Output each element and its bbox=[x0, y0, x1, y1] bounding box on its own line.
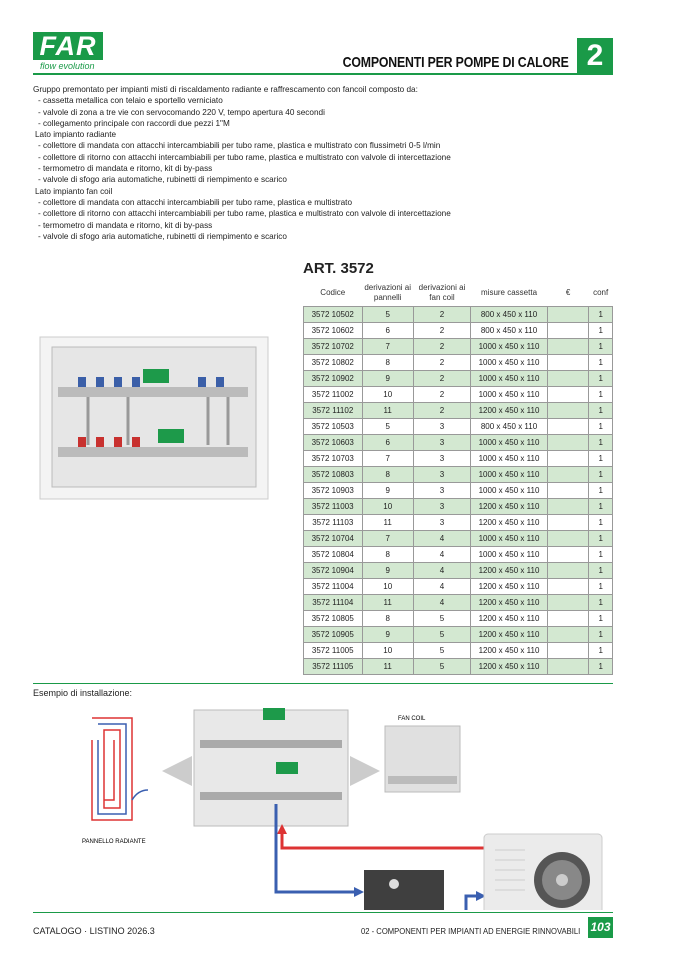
table-cell: 3572 10703 bbox=[304, 451, 363, 467]
table-cell: 1 bbox=[589, 419, 613, 435]
table-cell: 1 bbox=[589, 371, 613, 387]
chapter-number: 2 bbox=[577, 38, 613, 73]
table-cell: 3 bbox=[413, 499, 470, 515]
table-cell: 1200 x 450 x 110 bbox=[471, 659, 548, 675]
table-row bbox=[304, 531, 613, 547]
table-cell: 3572 11103 bbox=[304, 515, 363, 531]
table-cell: 2 bbox=[413, 323, 470, 339]
table-cell bbox=[547, 627, 588, 643]
arrow-left-icon bbox=[162, 756, 192, 786]
table-cell: 3572 10902 bbox=[304, 371, 363, 387]
intro-text: Gruppo premontato per impianti misti di riscaldamento radiante e raffrescamento con fancoil composto da: bbox=[33, 85, 418, 94]
table-cell: 3572 11004 bbox=[304, 579, 363, 595]
bullet-item: - valvole di sfogo aria automatiche, rubinetti di riempimento e scarico bbox=[38, 175, 287, 185]
table-cell: 1000 x 450 x 110 bbox=[471, 435, 548, 451]
table-cell: 1000 x 450 x 110 bbox=[471, 467, 548, 483]
manifold-image bbox=[194, 710, 348, 826]
table-cell bbox=[547, 547, 588, 563]
table-cell: 1200 x 450 x 110 bbox=[471, 627, 548, 643]
table-cell: 2 bbox=[413, 307, 470, 323]
table-cell: 1000 x 450 x 110 bbox=[471, 355, 548, 371]
table-row bbox=[304, 499, 613, 515]
table-cell: 3 bbox=[413, 467, 470, 483]
bullet-item: - valvole di sfogo aria automatiche, rubinetti di riempimento e scarico bbox=[38, 231, 287, 241]
table-cell: 1 bbox=[589, 323, 613, 339]
table-cell: 8 bbox=[362, 611, 413, 627]
table-cell: 1000 x 450 x 110 bbox=[471, 547, 548, 563]
table-cell: 1 bbox=[589, 451, 613, 467]
table-cell: 800 x 450 x 110 bbox=[471, 307, 548, 323]
table-cell bbox=[547, 467, 588, 483]
table-cell: 9 bbox=[362, 483, 413, 499]
table-cell: 3572 11003 bbox=[304, 499, 363, 515]
bullet-item: - collettore di ritorno con attacchi intercambiabili per tubo rame, plastica e multistrato con valvole di intercettazione bbox=[38, 152, 451, 162]
far-logo: FAR bbox=[33, 32, 103, 60]
header-divider bbox=[33, 73, 613, 75]
bullet-item: - collettore di mandata con attacchi intercambiabili per tubo rame, plastica e multistrato bbox=[38, 197, 353, 207]
table-cell: 1000 x 450 x 110 bbox=[471, 387, 548, 403]
footer-section: 02 - COMPONENTI PER IMPIANTI AD ENERGIE RINNOVABILI bbox=[361, 926, 581, 936]
table-cell: 3572 11005 bbox=[304, 643, 363, 659]
table-cell bbox=[547, 339, 588, 355]
table-cell: 1 bbox=[589, 579, 613, 595]
table-cell: 5 bbox=[362, 419, 413, 435]
table-cell: 800 x 450 x 110 bbox=[471, 323, 548, 339]
radiant-panel-label: PANNELLO RADIANTE bbox=[82, 839, 146, 845]
table-cell: 3 bbox=[413, 451, 470, 467]
bullet-item: - cassetta metallica con telaio e sportello verniciato bbox=[38, 96, 223, 106]
table-row bbox=[304, 611, 613, 627]
table-cell: 2 bbox=[413, 403, 470, 419]
table-cell: 3572 10805 bbox=[304, 611, 363, 627]
table-cell: 9 bbox=[362, 563, 413, 579]
section-title: COMPONENTI PER POMPE DI CALORE bbox=[342, 54, 569, 71]
table-cell: 11 bbox=[362, 515, 413, 531]
table-cell: 3572 10803 bbox=[304, 467, 363, 483]
table-row bbox=[304, 483, 613, 499]
table-cell: 9 bbox=[362, 371, 413, 387]
product-image bbox=[38, 335, 272, 503]
table-cell bbox=[547, 499, 588, 515]
table-cell: 3572 11105 bbox=[304, 659, 363, 675]
table-cell: 10 bbox=[362, 499, 413, 515]
table-row bbox=[304, 547, 613, 563]
table-cell: 1 bbox=[589, 611, 613, 627]
table-cell: 1 bbox=[589, 339, 613, 355]
table-row bbox=[304, 435, 613, 451]
table-row bbox=[304, 659, 613, 675]
table-row bbox=[304, 339, 613, 355]
table-row bbox=[304, 595, 613, 611]
page-number: 103 bbox=[588, 917, 613, 938]
table-cell: 5 bbox=[413, 643, 470, 659]
table-cell: 1 bbox=[589, 515, 613, 531]
table-cell bbox=[547, 611, 588, 627]
table-cell bbox=[547, 307, 588, 323]
table-cell: 11 bbox=[362, 403, 413, 419]
table-cell: 1200 x 450 x 110 bbox=[471, 643, 548, 659]
fancoil-title: Lato impianto fan coil bbox=[35, 186, 113, 196]
table-cell: 8 bbox=[362, 547, 413, 563]
table-cell: 7 bbox=[362, 531, 413, 547]
table-cell: 3 bbox=[413, 435, 470, 451]
table-cell: 2 bbox=[413, 339, 470, 355]
table-cell: 1200 x 450 x 110 bbox=[471, 563, 548, 579]
table-cell: 3572 10904 bbox=[304, 563, 363, 579]
table-cell: 7 bbox=[362, 339, 413, 355]
table-cell: 5 bbox=[413, 627, 470, 643]
table-cell: 4 bbox=[413, 547, 470, 563]
table-cell bbox=[547, 515, 588, 531]
table-cell bbox=[547, 483, 588, 499]
table-cell bbox=[547, 563, 588, 579]
table-cell: 1000 x 450 x 110 bbox=[471, 339, 548, 355]
table-cell: 7 bbox=[362, 451, 413, 467]
table-cell: 3 bbox=[413, 515, 470, 531]
table-cell: 1 bbox=[589, 627, 613, 643]
table-cell: 3572 10503 bbox=[304, 419, 363, 435]
table-cell: 1 bbox=[589, 547, 613, 563]
bullet-item: - termometro di mandata e ritorno, kit di by-pass bbox=[38, 164, 213, 174]
table-cell: 11 bbox=[362, 595, 413, 611]
table-cell bbox=[547, 643, 588, 659]
table-cell: 1 bbox=[589, 595, 613, 611]
table-cell: 3572 10502 bbox=[304, 307, 363, 323]
table-cell bbox=[547, 371, 588, 387]
table-cell: 10 bbox=[362, 387, 413, 403]
table-row bbox=[304, 403, 613, 419]
table-cell: 2 bbox=[413, 371, 470, 387]
bullet-item: - collegamento principale con raccordi due pezzi 1"M bbox=[38, 118, 230, 128]
table-cell bbox=[547, 451, 588, 467]
table-cell: 5 bbox=[413, 611, 470, 627]
table-row bbox=[304, 419, 613, 435]
column-header: derivazioni ai pannelli bbox=[364, 283, 412, 302]
table-cell: 3572 11104 bbox=[304, 595, 363, 611]
table-cell: 1000 x 450 x 110 bbox=[471, 531, 548, 547]
table-cell: 3 bbox=[413, 419, 470, 435]
hot-pipe bbox=[282, 830, 488, 848]
table-cell bbox=[547, 355, 588, 371]
table-row bbox=[304, 307, 613, 323]
installation-diagram bbox=[80, 690, 620, 910]
table-cell: 9 bbox=[362, 627, 413, 643]
article-title: ART. 3572 bbox=[303, 260, 374, 277]
table-row bbox=[304, 643, 613, 659]
table-cell: 3572 10704 bbox=[304, 531, 363, 547]
table-cell: 1200 x 450 x 110 bbox=[471, 611, 548, 627]
table-row bbox=[304, 563, 613, 579]
table-cell: 1 bbox=[589, 483, 613, 499]
table-cell: 4 bbox=[413, 595, 470, 611]
table-cell: 8 bbox=[362, 467, 413, 483]
column-header: conf bbox=[593, 288, 609, 297]
radiant-panel-icon bbox=[92, 718, 148, 820]
table-row bbox=[304, 579, 613, 595]
table-cell: 2 bbox=[413, 355, 470, 371]
table-cell: 1 bbox=[589, 307, 613, 323]
table-cell: 1 bbox=[589, 435, 613, 451]
table-cell: 3572 11002 bbox=[304, 387, 363, 403]
radiant-title: Lato impianto radiante bbox=[35, 130, 117, 140]
table-cell: 1000 x 450 x 110 bbox=[471, 483, 548, 499]
table-cell bbox=[547, 659, 588, 675]
table-cell bbox=[547, 419, 588, 435]
table-cell: 1000 x 450 x 110 bbox=[471, 371, 548, 387]
column-header: Codice bbox=[320, 288, 346, 297]
table-cell: 1 bbox=[589, 643, 613, 659]
table-cell: 5 bbox=[362, 307, 413, 323]
table-cell: 800 x 450 x 110 bbox=[471, 419, 548, 435]
table-cell: 11 bbox=[362, 659, 413, 675]
table-row bbox=[304, 451, 613, 467]
bullet-item: - valvole di zona a tre vie con servocomando 220 V, tempo apertura 40 secondi bbox=[38, 107, 325, 117]
table-cell: 3572 10905 bbox=[304, 627, 363, 643]
table-cell: 1 bbox=[589, 659, 613, 675]
table-cell: 2 bbox=[413, 387, 470, 403]
table-cell bbox=[547, 435, 588, 451]
table-cell: 4 bbox=[413, 531, 470, 547]
table-row bbox=[304, 467, 613, 483]
table-cell: 3572 10903 bbox=[304, 483, 363, 499]
table-cell bbox=[547, 387, 588, 403]
table-cell: 6 bbox=[362, 435, 413, 451]
table-row bbox=[304, 371, 613, 387]
table-cell: 8 bbox=[362, 355, 413, 371]
table-cell: 3572 10602 bbox=[304, 323, 363, 339]
table-cell: 1 bbox=[589, 563, 613, 579]
table-cell: 6 bbox=[362, 323, 413, 339]
table-cell: 1 bbox=[589, 355, 613, 371]
table-cell bbox=[547, 531, 588, 547]
table-cell: 1200 x 450 x 110 bbox=[471, 579, 548, 595]
logo-tagline: flow evolution bbox=[40, 61, 95, 71]
table-cell bbox=[547, 579, 588, 595]
table-cell: 1200 x 450 x 110 bbox=[471, 515, 548, 531]
table-cell: 3 bbox=[413, 483, 470, 499]
table-row bbox=[304, 355, 613, 371]
table-cell: 3572 10702 bbox=[304, 339, 363, 355]
installation-title: Esempio di installazione: bbox=[33, 688, 133, 698]
table-cell bbox=[547, 595, 588, 611]
table-row bbox=[304, 323, 613, 339]
table-cell: 3572 10802 bbox=[304, 355, 363, 371]
article-table bbox=[303, 280, 613, 675]
table-cell: 1200 x 450 x 110 bbox=[471, 499, 548, 515]
table-cell: 4 bbox=[413, 579, 470, 595]
table-row bbox=[304, 627, 613, 643]
table-cell: 4 bbox=[413, 563, 470, 579]
section-divider bbox=[33, 683, 613, 684]
table-cell bbox=[547, 403, 588, 419]
arrow-right-icon bbox=[350, 756, 380, 786]
column-header: misure cassetta bbox=[481, 288, 538, 297]
table-cell: 10 bbox=[362, 579, 413, 595]
table-cell: 1000 x 450 x 110 bbox=[471, 451, 548, 467]
table-cell: 1 bbox=[589, 531, 613, 547]
table-cell: 3572 11102 bbox=[304, 403, 363, 419]
table-cell: 1 bbox=[589, 387, 613, 403]
table-cell: 1200 x 450 x 110 bbox=[471, 595, 548, 611]
footer-divider bbox=[33, 912, 613, 913]
table-cell bbox=[547, 323, 588, 339]
bullet-item: - collettore di mandata con attacchi intercambiabili per tubo rame, plastica e multistrato con flussimetri 0-5 l/min bbox=[38, 141, 441, 151]
table-cell: 1 bbox=[589, 467, 613, 483]
column-header: derivazioni ai fan coil bbox=[418, 283, 466, 302]
table-cell: 5 bbox=[413, 659, 470, 675]
table-cell: 10 bbox=[362, 643, 413, 659]
column-header: € bbox=[565, 288, 571, 297]
table-cell: 3572 10804 bbox=[304, 547, 363, 563]
fan-coil-label: FAN COIL bbox=[398, 716, 426, 722]
table-row bbox=[304, 387, 613, 403]
footer-catalog: CATALOGO · LISTINO 2026.3 bbox=[33, 926, 155, 936]
bullet-item: - termometro di mandata e ritorno, kit di by-pass bbox=[38, 220, 213, 230]
bullet-item: - collettore di ritorno con attacchi intercambiabili per tubo rame, plastica e multistrato con valvole di intercettazione bbox=[38, 209, 451, 219]
table-cell: 1200 x 450 x 110 bbox=[471, 403, 548, 419]
table-cell: 1 bbox=[589, 499, 613, 515]
table-row bbox=[304, 515, 613, 531]
table-cell: 3572 10603 bbox=[304, 435, 363, 451]
product-description bbox=[33, 84, 451, 242]
table-cell: 1 bbox=[589, 403, 613, 419]
buffer-tank-image bbox=[364, 870, 444, 910]
